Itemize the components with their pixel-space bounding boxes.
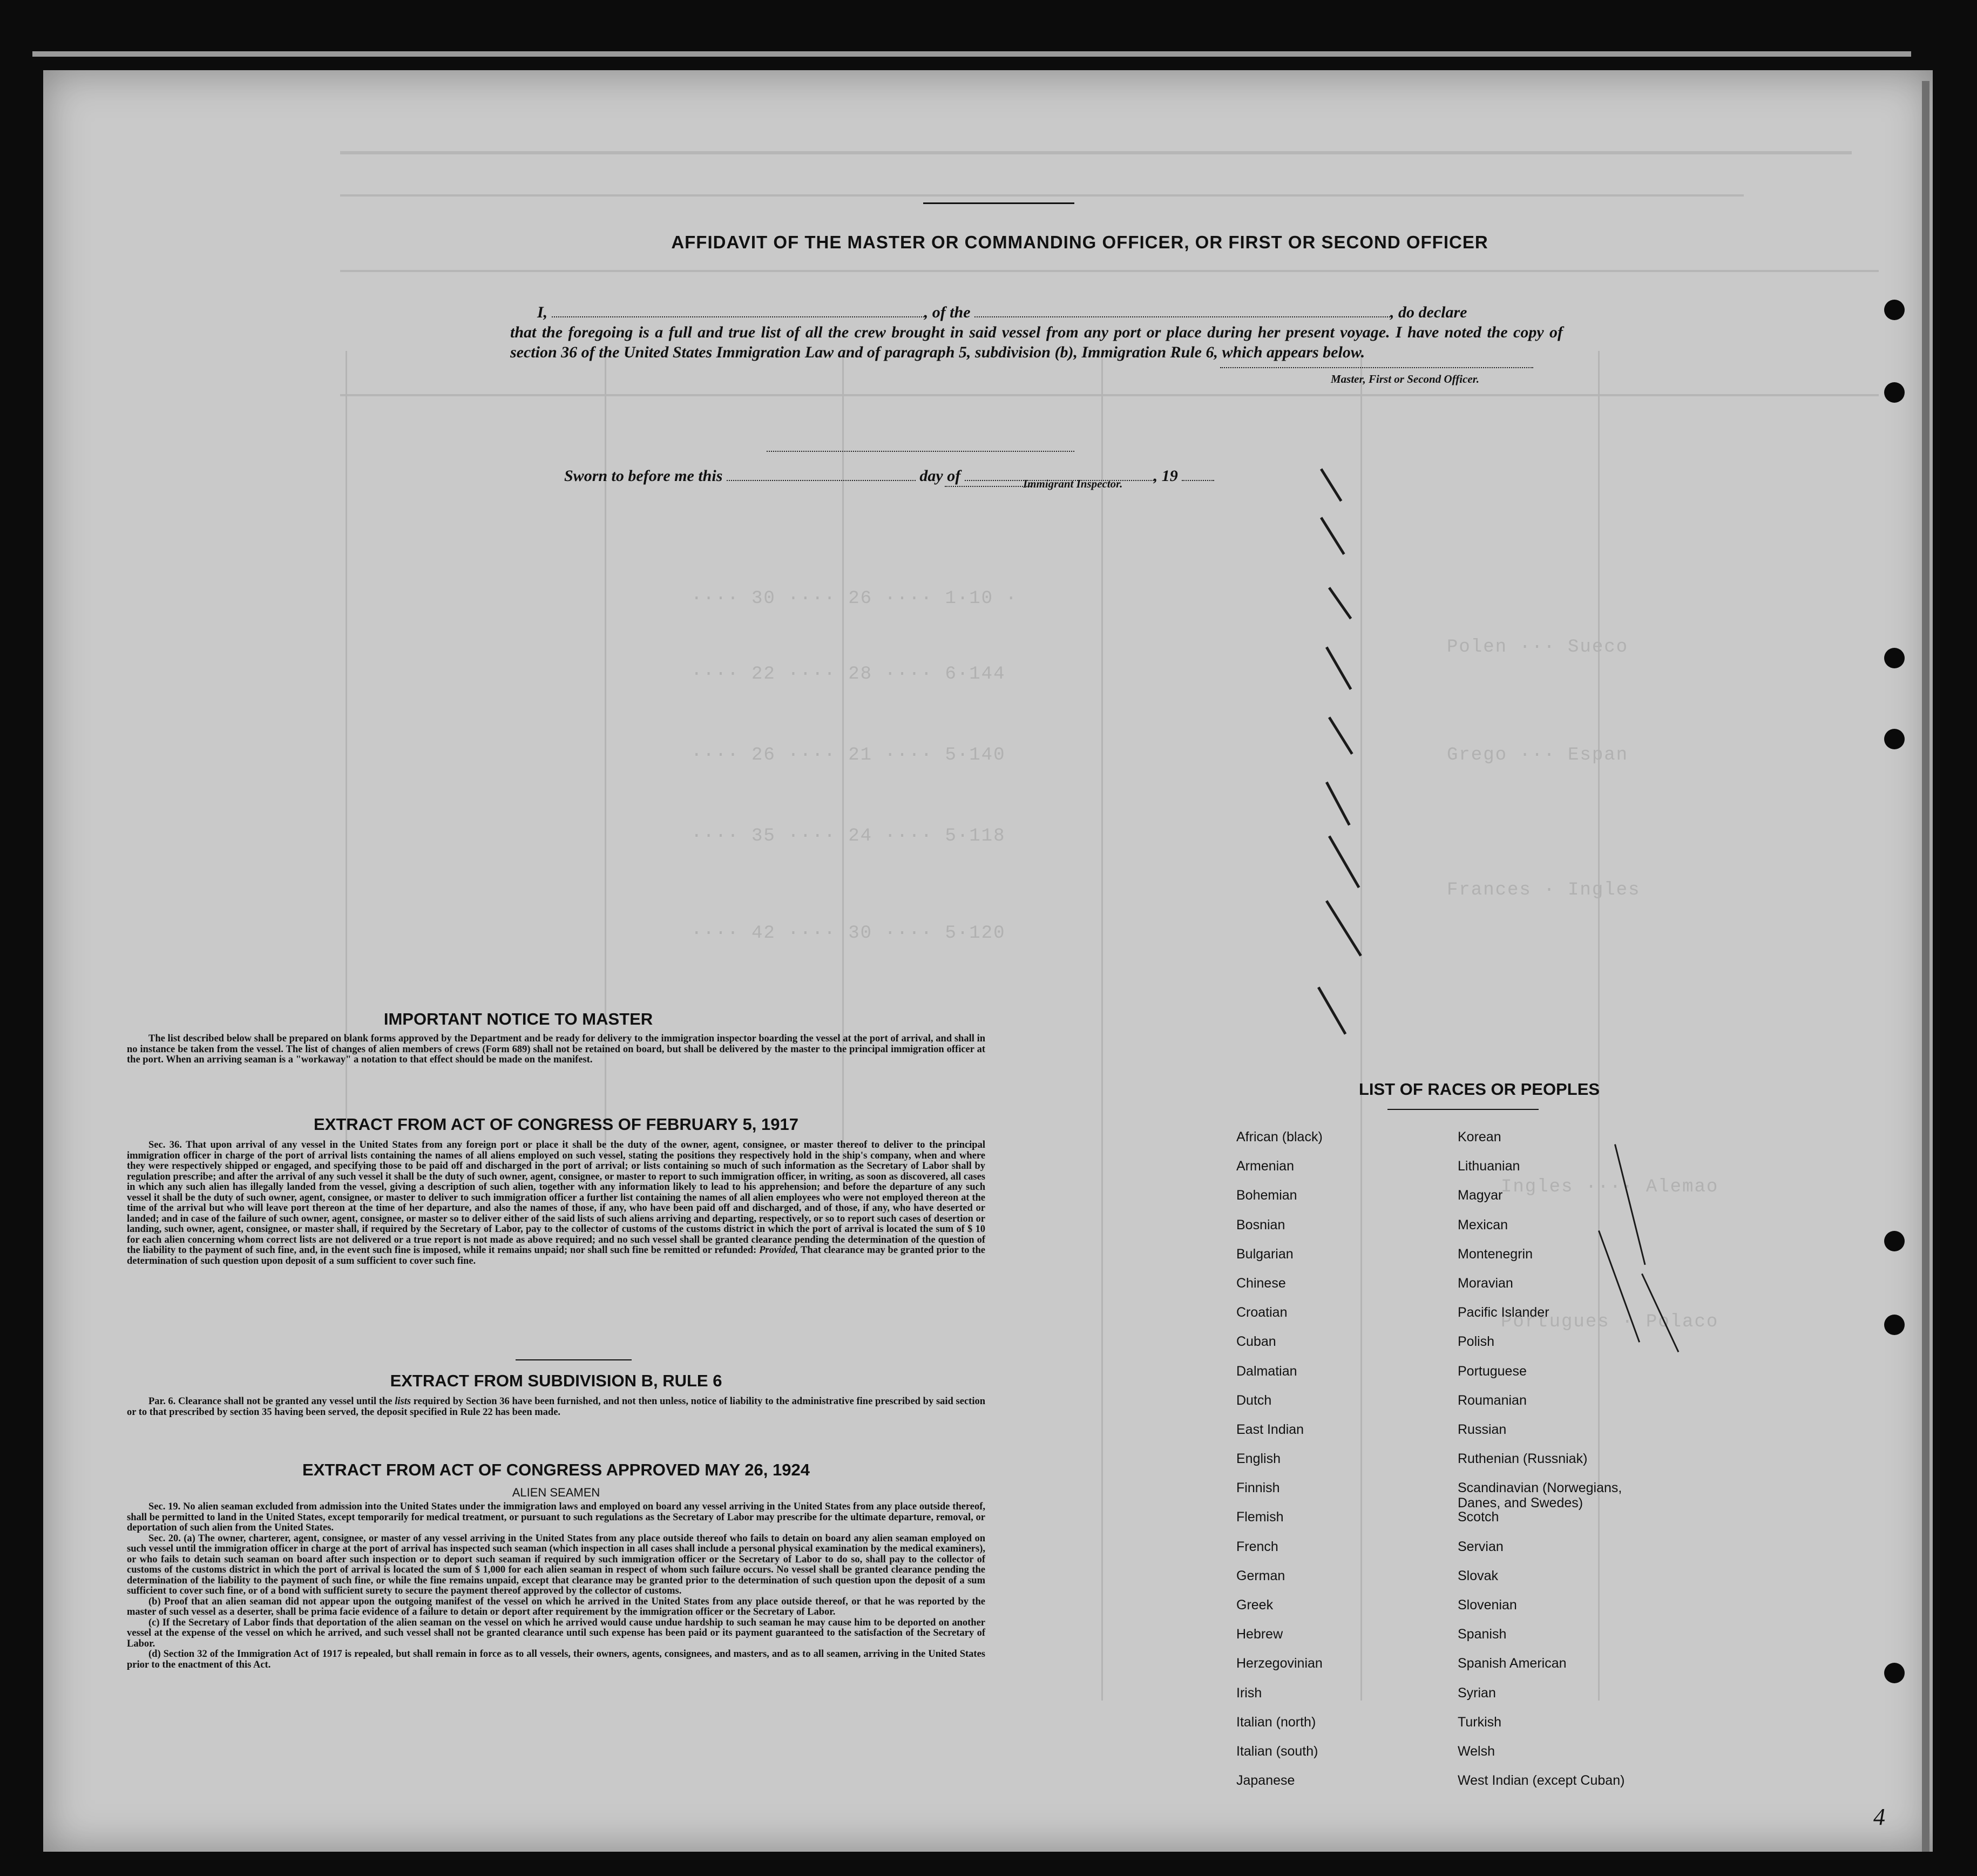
pencil-tick-mark xyxy=(1325,647,1352,690)
bleed-through-text: Grego ··· Espan xyxy=(1447,745,1629,766)
races-title: LIST OF RACES OR PEOPLES xyxy=(1358,1080,1600,1099)
race-item: Polish xyxy=(1458,1334,1495,1350)
race-item: Russian xyxy=(1458,1421,1507,1437)
notice-paragraph: The list described below shall be prepared on blank forms approved by the Department and be ready for delivery to the immigration inspector boarding the vessel at the port of arrival, and shall in no instance be taken from the vessel. The list of changes of alien members of crews (Form 689) shall not be retained on board, but shall be delivered by the master to the principal immigration officer at the port. When an arriving seaman is a "workaway" a notation to that effect should be made on the manifest. xyxy=(127,1033,985,1065)
binder-holes xyxy=(1884,0,1917,1876)
extract-1917-paragraph xyxy=(127,1140,985,1267)
race-item: Pacific Islander xyxy=(1458,1305,1549,1320)
inspector-blank[interactable] xyxy=(945,486,1031,487)
affidavit-i: I, xyxy=(537,303,548,321)
extract-rule6-italic: lists xyxy=(395,1396,411,1407)
race-item: Korean xyxy=(1458,1129,1501,1144)
race-item: Montenegrin xyxy=(1458,1246,1533,1262)
race-item: Syrian xyxy=(1458,1685,1496,1701)
document-page xyxy=(43,70,1933,1852)
binder-hole xyxy=(1884,648,1905,668)
divider xyxy=(516,1359,632,1360)
sec-20d-paragraph: (d) Section 32 of the Immigration Act of 1917 is repealed, but shall remain in force as to all vessels, their owners, agents, consignees, and masters, and as to all seamen, arriving in the United States prior to the enactment of this Act. xyxy=(127,1649,985,1670)
race-item: Turkish xyxy=(1458,1714,1502,1730)
race-item: Dutch xyxy=(1236,1392,1272,1408)
race-item: Slovak xyxy=(1458,1568,1499,1583)
race-item: Hebrew xyxy=(1236,1627,1283,1642)
race-item: Japanese xyxy=(1236,1773,1295,1789)
extract-1924-text xyxy=(127,1502,985,1670)
binder-hole xyxy=(1884,1231,1905,1251)
race-item: West Indian (except Cuban) xyxy=(1458,1773,1625,1789)
notice-title: IMPORTANT NOTICE TO MASTER xyxy=(383,1010,653,1028)
race-item: French xyxy=(1236,1539,1278,1554)
sworn-day-of: day of xyxy=(919,467,961,485)
races-column-1 xyxy=(1236,1129,1323,1802)
sworn-year: , 19 xyxy=(1153,467,1178,485)
race-item: Bosnian xyxy=(1236,1217,1285,1232)
bleed-through-text: Frances · Ingles xyxy=(1447,880,1641,900)
race-item: African (black) xyxy=(1236,1129,1323,1144)
race-item: Bulgarian xyxy=(1236,1246,1294,1262)
race-item: Armenian xyxy=(1236,1159,1294,1174)
binder-hole xyxy=(1884,729,1905,749)
extract-1924-subtitle: ALIEN SEAMEN xyxy=(512,1486,600,1499)
notice-text xyxy=(127,1034,985,1066)
pencil-tick-mark xyxy=(1325,782,1351,826)
divider xyxy=(1387,1109,1539,1110)
extract-rule6-title: EXTRACT FROM SUBDIVISION B, RULE 6 xyxy=(390,1371,722,1390)
sec-20b-paragraph: (b) Proof that an alien seaman did not appear upon the outgoing manifest of the vessel on which he arrived in the United States from any place outside thereof, or that he was reported by the master of such vessel as a deserter, shall be prima facie evidence of a failure to detain or deport after requirement by the immigration officer or the Secretary of Labor. xyxy=(127,1596,985,1617)
binder-hole xyxy=(1884,1663,1905,1683)
extract-1924-title: EXTRACT FROM ACT OF CONGRESS APPROVED MAY 26, 1924 xyxy=(302,1460,810,1479)
sec-20a-paragraph: Sec. 20. (a) The owner, charterer, agent, consignee, or master of any vessel arriving in the United States from any place outside thereof who fails to detain on board any alien seaman employed on such vessel until the immigration officer in charge at the port of arrival has inspected such seaman (which inspection in all cases shall include a personal physical examination by the medical examiners), or who fails to detain such seaman on board after such inspection or to deport such seaman if required by such immigration officer or the Secretary of Labor to do so, shall pay to the collector of customs of the customs district in which the port of arrival is located the sum of $ 1,000 for each alien seaman in respect of whom such failure occurs. No vessel shall be granted clearance pending the determination of the liability to the payment of such fine, or while the fine remains unpaid, except that clearance may be granted prior to the determination of such question upon the deposit of a sum sufficient to cover such fine, or of a bond with sufficient surety to secure the payment thereof approved by the collector of customs. xyxy=(127,1533,985,1596)
affidavit-title: AFFIDAVIT OF THE MASTER OR COMMANDING OFFICER, OR FIRST OR SECOND OFFICER xyxy=(671,232,1488,252)
race-item: Servian xyxy=(1458,1539,1504,1554)
bleed-through-text: ···· 35 ···· 24 ···· 5·118 xyxy=(691,826,1006,846)
vessel-blank[interactable] xyxy=(974,316,1390,317)
race-item: Greek xyxy=(1236,1597,1274,1613)
affidavit-declaration-line xyxy=(510,302,1563,322)
pencil-tick-mark xyxy=(1320,517,1345,554)
inspector-label: Immigrant Inspector. xyxy=(1023,477,1123,490)
pencil-tick-mark xyxy=(1325,900,1362,956)
page-edge-right xyxy=(1922,81,1929,1852)
pencil-tick-mark xyxy=(1328,587,1352,619)
extract-1917-title: EXTRACT FROM ACT OF CONGRESS OF FEBRUARY 5, 1917 xyxy=(314,1115,798,1134)
race-item: German xyxy=(1236,1568,1285,1583)
pencil-tick-mark xyxy=(1317,987,1346,1035)
sec-19-paragraph: Sec. 19. No alien seaman excluded from admission into the United States under the immigration laws and employed on board any vessel arriving in the United States from any place outside thereof, shall be permitted to land in the United States, except temporarily for medical treatment, or pursuant to such regulations as the Secretary of Labor may prescribe for the ultimate departure, removal, or deportation of such alien from the United States. xyxy=(127,1501,985,1533)
bleed-through-line xyxy=(340,394,1879,396)
race-item: Spanish xyxy=(1458,1627,1507,1642)
binder-hole xyxy=(1884,382,1905,403)
affidavit-declare: , do declare xyxy=(1390,303,1467,321)
race-item: Ruthenian (Russniak) xyxy=(1458,1451,1588,1467)
race-item: East Indian xyxy=(1236,1421,1304,1437)
race-item: Magyar xyxy=(1458,1188,1503,1203)
bleed-through-heading xyxy=(340,151,1852,154)
name-blank[interactable] xyxy=(552,316,924,317)
race-item: Herzegovinian xyxy=(1236,1656,1323,1671)
bleed-through-column xyxy=(1360,351,1362,1701)
race-item: Slovenian xyxy=(1458,1597,1517,1613)
bleed-through-line xyxy=(340,194,1744,197)
pencil-tick-mark xyxy=(1328,836,1360,889)
divider xyxy=(923,202,1074,204)
extract-rule6-body-b: required by Section 36 have been furnished, and not then unless, notice of liability to the administrative fine prescribed by said section or to that prescribed by section 35 having been served, the deposit specified in Rule 22 has been made. xyxy=(127,1396,986,1418)
extract-rule6-body-a: Par. 6. Clearance shall not be granted any vessel until the xyxy=(148,1396,392,1407)
page-number: 4 xyxy=(1873,1804,1885,1830)
race-item: Scotch xyxy=(1458,1509,1499,1525)
race-item: Mexican xyxy=(1458,1217,1508,1232)
race-item: Italian (north) xyxy=(1236,1714,1316,1730)
bleed-through-text: ···· 30 ···· 26 ···· 1·10 · xyxy=(691,588,1018,609)
extract-1917-text xyxy=(127,1140,985,1267)
affidavit-of-the: , of the xyxy=(924,303,971,321)
pencil-tick-mark xyxy=(1328,716,1353,754)
race-item: Irish xyxy=(1236,1685,1262,1701)
bleed-through-text: ···· 42 ···· 30 ···· 5·120 xyxy=(691,923,1006,944)
inspector-signature-blank[interactable] xyxy=(767,451,1074,452)
race-item: Welsh xyxy=(1458,1743,1495,1759)
sworn-prefix: Sworn to before me this xyxy=(564,467,723,485)
affidavit-body xyxy=(510,302,1563,362)
bleed-through-line xyxy=(340,270,1879,272)
sworn-year-blank[interactable] xyxy=(1182,480,1214,481)
race-item: Flemish xyxy=(1236,1509,1284,1525)
binder-hole xyxy=(1884,1315,1905,1335)
bleed-through-text: ···· 22 ···· 28 ···· 6·144 xyxy=(691,664,1006,685)
extract-rule6-text xyxy=(127,1397,985,1418)
master-signature-label: Master, First or Second Officer. xyxy=(1331,373,1479,385)
race-item: English xyxy=(1236,1451,1281,1467)
race-item: Scandinavian (Norwegians, Danes, and Swedes) xyxy=(1458,1480,1622,1511)
bleed-through-column xyxy=(1101,351,1103,1701)
bleed-through-text: ···· 26 ···· 21 ···· 5·140 xyxy=(691,745,1006,766)
sec-20c-paragraph: (c) If the Secretary of Labor finds that deportation of the alien seaman on the vessel on which he arrived would cause undue hardship to such seaman he may cause him to be deported on another vessel at the expense of the vessel on which he arrived, and such vessel shall not be granted clearance until such expense has been paid or its payment guaranteed to the satisfaction of the Secretary of Labor. xyxy=(127,1617,985,1649)
master-signature-blank[interactable] xyxy=(1220,367,1533,368)
sworn-day-blank[interactable] xyxy=(727,480,916,481)
race-item: Italian (south) xyxy=(1236,1743,1318,1759)
race-item: Cuban xyxy=(1236,1334,1276,1350)
bleed-through-text: Portugues · Polaco xyxy=(1501,1312,1719,1332)
race-item: Roumanian xyxy=(1458,1392,1527,1408)
races-column-2 xyxy=(1458,1129,1652,1802)
binder-hole xyxy=(1884,300,1905,320)
race-item: Bohemian xyxy=(1236,1188,1297,1203)
race-item: Finnish xyxy=(1236,1480,1280,1496)
race-item: Chinese xyxy=(1236,1275,1286,1291)
bleed-through-text: Polen ··· Sueco xyxy=(1447,637,1629,658)
extract-1917-italic: Provided, xyxy=(759,1245,798,1256)
race-item: Dalmatian xyxy=(1236,1363,1297,1379)
race-item: Lithuanian xyxy=(1458,1159,1520,1174)
race-item: Portuguese xyxy=(1458,1363,1527,1379)
race-item: Spanish American xyxy=(1458,1656,1567,1671)
extract-rule6-paragraph xyxy=(127,1397,985,1418)
race-item: Croatian xyxy=(1236,1305,1288,1320)
extract-1917-body: Sec. 36. That upon arrival of any vessel in the United States from any foreign port or place it shall be the duty of the owner, agent, consignee, or master thereof to deliver to the principal immigration officer in charge of the port of arrival lists containing the names of all aliens employed on such vessel, stating the positions they respectively hold in the ship's company, when and where they were respectively shipped or engaged, and specifying those to be paid off and discharged in the port of arrival; or lists containing so much of such information as the Secretary of Labor shall by regulation prescribe; and after the arrival of any such vessel it shall be the duty of such owner, agent, consignee, or master to report to such immigration officer, in writing, as soon as discovered, all cases in which any such alien has illegally landed from the vessel, giving a description of such alien, together with any information likely to lead to his apprehension; and before the departure of any such vessel it shall be the duty of such owner, agent, consignee, or master to deliver to such immigration officer a further list containing the names of all alien employees who were not employed thereon at the time of the arrival but who will leave port thereon at the time of her departure, and also the names of those, if any, who have been paid off and discharged, and of those, if any, who have deserted or landed; and in case of the failure of such owner, agent, consignee, or master so to deliver either of the said lists of such aliens arriving and departing, respectively, or so to report such cases of desertion or landing, such owner, agent, consignee, or master shall, if required by the Secretary of Labor, pay to the collector of customs of the customs district in which the port of arrival is located the sum of $ 10 for each alien concerning whom correct lists are not delivered or a true report is not made as above required; and no such vessel shall be granted clearance pending the determination of the question of the liability to the payment of such fine, and, in the event such fine is imposed, while it remains unpaid; nor shall such fine be remitted or refunded: xyxy=(127,1140,985,1256)
race-item: Moravian xyxy=(1458,1275,1513,1291)
extract-1917-end: That clearance may be granted prior to the determination of such question upon deposit of a sum sufficient to cover such fine. xyxy=(127,1245,986,1267)
affidavit-statement: that the foregoing is a full and true list of all the crew brought in said vessel from any port or place during her present voyage. I have noted the copy of section 36 of the United States Immigration Law and of paragraph 5, subdivision (b), Immigration Rule 6, which appears below. xyxy=(510,323,1563,361)
pencil-tick-mark xyxy=(1320,468,1342,502)
bleed-through-text: Ingles ···· Alemao xyxy=(1501,1177,1719,1197)
page-edge-top xyxy=(32,51,1911,57)
